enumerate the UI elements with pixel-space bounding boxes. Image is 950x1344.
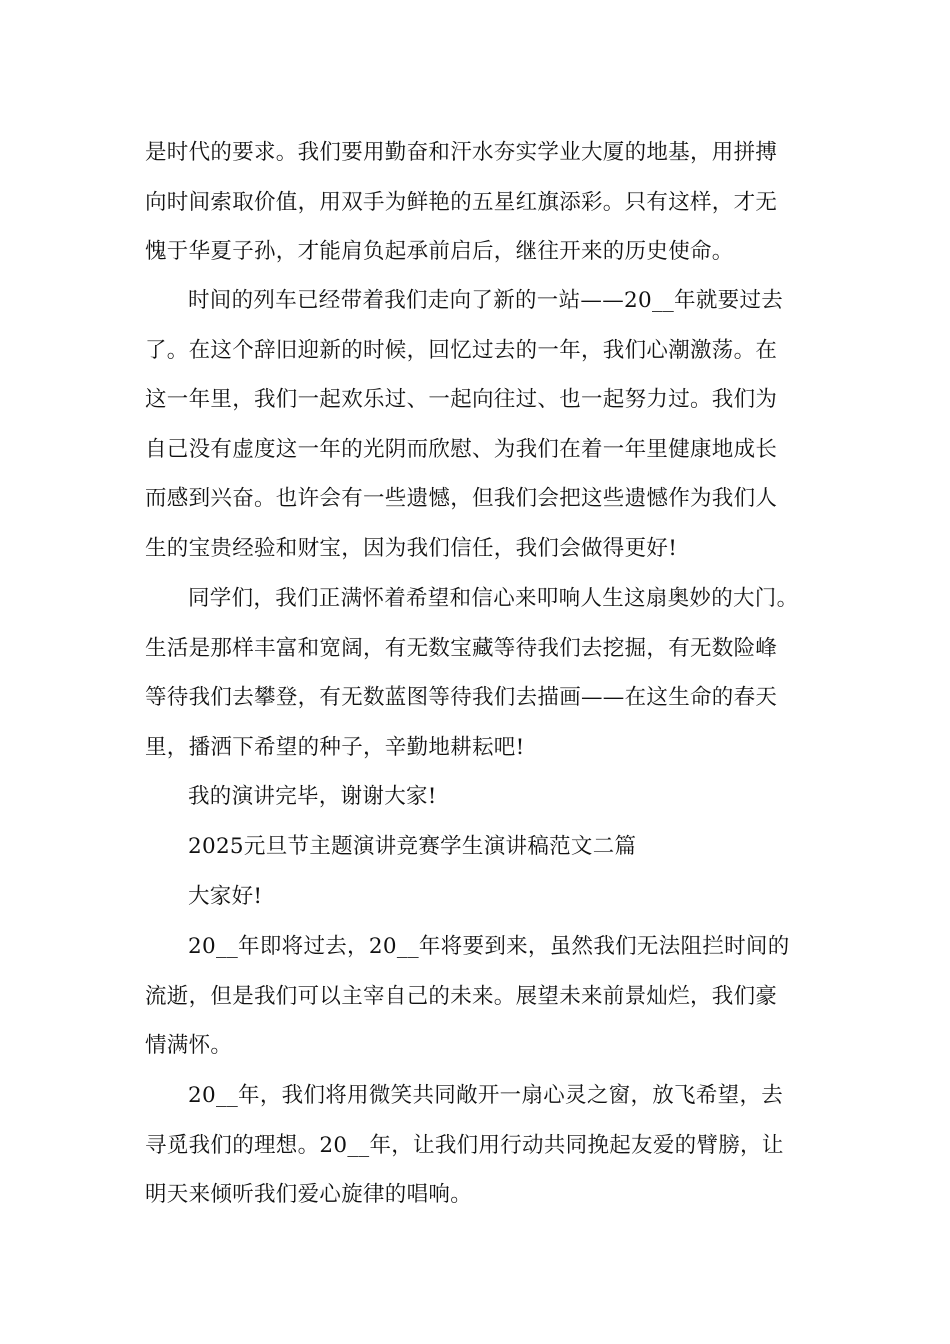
- paragraph-greeting: [145, 872, 815, 922]
- paragraph-continuation: [145, 128, 815, 277]
- text-line: 了。在这个辞旧迎新的时候，回忆过去的一年，我们心潮激荡。在: [145, 337, 778, 363]
- text-line: 20__年，我们将用微笑共同敞开一扇心灵之窗，放飞希望，去: [188, 1083, 784, 1108]
- text-line: 等待我们去攀登，有无数蓝图等待我们去描画——在这生命的春天: [145, 685, 778, 710]
- paragraph-year-review: [145, 276, 815, 573]
- text-line: 生活是那样丰富和宽阔，有无数宝藏等待我们去挖掘，有无数险峰: [145, 635, 778, 661]
- text-line: 愧于华夏子孙，才能肩负起承前启后，继往开来的历史使命。: [145, 239, 734, 264]
- text-line: 明天来倾听我们爱心旋律的唱响。: [145, 1182, 473, 1207]
- text-line: 里，播洒下希望的种子，辛勤地耕耘吧!: [145, 734, 525, 760]
- text-line: 这一年里，我们一起欢乐过、一起向往过、也一起努力过。我们为: [145, 387, 778, 412]
- text-line: 我的演讲完毕，谢谢大家!: [188, 784, 437, 809]
- paragraph-new-year: [145, 922, 815, 1071]
- text-line: 是时代的要求。我们要用勤奋和汗水夯实学业大厦的地基，用拼搏: [145, 140, 778, 165]
- text-line: 而感到兴奋。也许会有一些遗憾，但我们会把这些遗憾作为我们人: [145, 486, 778, 511]
- heading-line: 2025元旦节主题演讲竞赛学生演讲稿范文二篇: [188, 834, 637, 859]
- text-line: 20__年即将过去，20__年将要到来，虽然我们无法阻拦时间的: [188, 934, 790, 959]
- paragraph-future: [145, 1071, 815, 1220]
- text-line: 自己没有虚度这一年的光阴而欣慰、为我们在着一年里健康地成长: [145, 436, 778, 462]
- text-line: 同学们，我们正满怀着希望和信心来叩响人生这扇奥妙的大门。: [188, 586, 799, 611]
- text-line: 大家好!: [188, 884, 263, 909]
- text-line: 向时间索取价值，用双手为鲜艳的五星红旗添彩。只有这样，才无: [145, 189, 778, 215]
- text-line: 情满怀。: [145, 1033, 233, 1058]
- text-line: 时间的列车已经带着我们走向了新的一站——20__年就要过去: [188, 288, 784, 313]
- text-line: 生的宝贵经验和财宝，因为我们信任，我们会做得更好!: [145, 535, 678, 561]
- paragraph-closing: [145, 772, 815, 822]
- paragraph-classmates: [145, 574, 815, 772]
- section-heading: [145, 822, 815, 872]
- text-line: 寻觅我们的理想。20__年，让我们用行动共同挽起友爱的臂膀，让: [145, 1132, 784, 1158]
- text-line: 流逝，但是我们可以主宰自己的未来。展望未来前景灿烂，我们豪: [145, 983, 778, 1009]
